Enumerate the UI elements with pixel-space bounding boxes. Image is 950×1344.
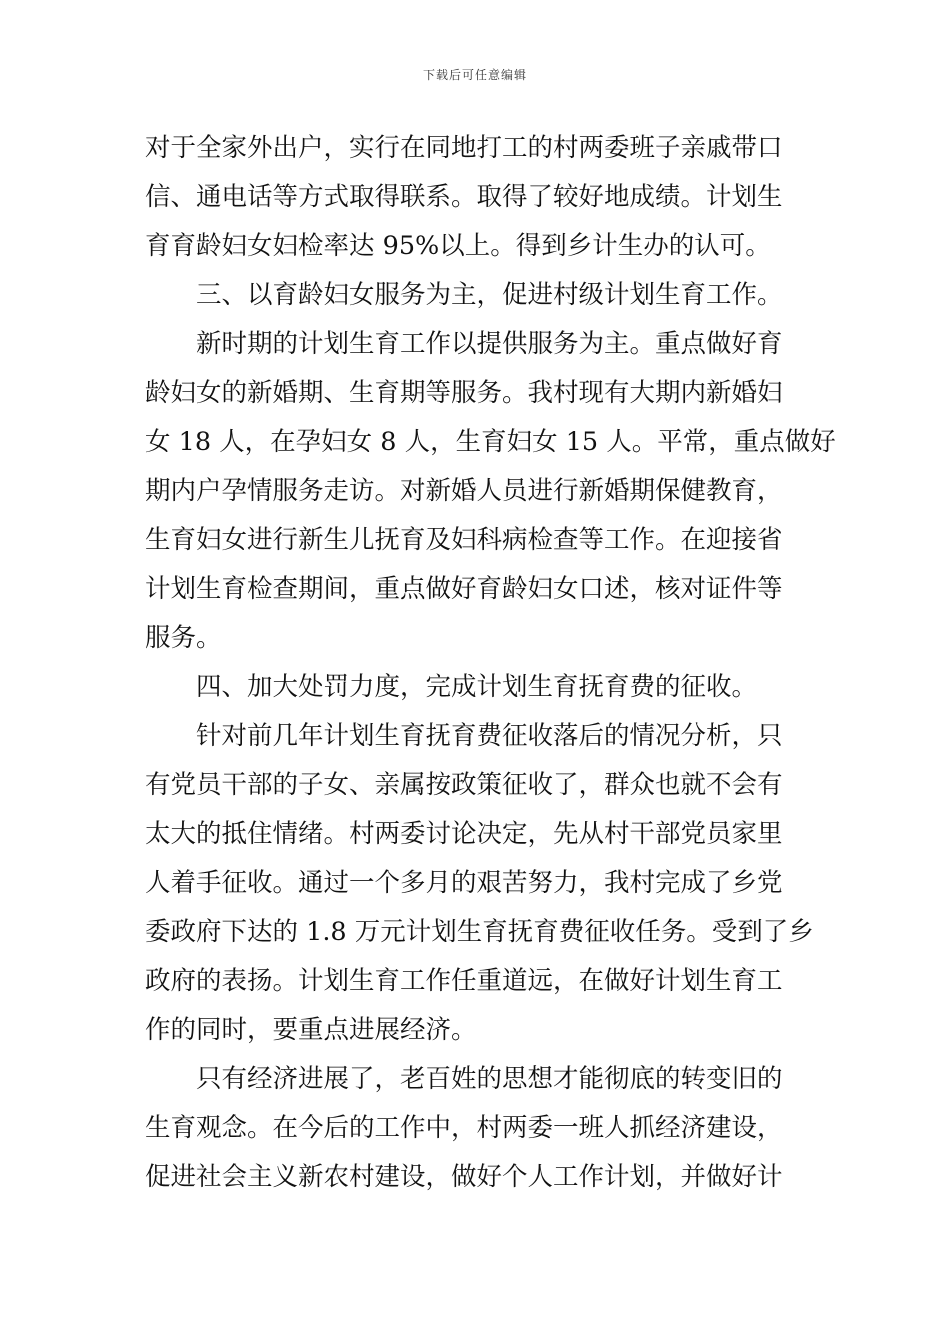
text-line: 作的同时，要重点进展经济。 bbox=[145, 1015, 477, 1045]
text-line: 女 18 人，在孕妇女 8 人，生育妇女 15 人。平常，重点做好 bbox=[145, 427, 836, 457]
text-line: 育育龄妇女妇检率达 95%以上。得到乡计生办的认可。 bbox=[145, 231, 771, 261]
text-line: 生育妇女进行新生儿抚育及妇科病检查等工作。在迎接省 bbox=[145, 525, 783, 555]
text-line: 信、通电话等方式取得联系。取得了较好地成绩。计划生 bbox=[145, 182, 783, 212]
text-line: 只有经济进展了，老百姓的思想才能彻底的转变旧的 bbox=[196, 1064, 783, 1094]
text-line: 龄妇女的新婚期、生育期等服务。我村现有大期内新婚妇 bbox=[145, 378, 783, 408]
text-line: 有党员干部的子女、亲属按政策征收了，群众也就不会有 bbox=[145, 770, 783, 800]
text-line: 委政府下达的 1.8 万元计划生育抚育费征收任务。受到了乡 bbox=[145, 917, 814, 947]
text-line: 三、以育龄妇女服务为主，促进村级计划生育工作。 bbox=[196, 280, 783, 310]
text-line: 促进社会主义新农村建设，做好个人工作计划，并做好计 bbox=[145, 1162, 783, 1192]
page-header: 下载后可任意编辑 bbox=[422, 68, 527, 82]
text-line: 政府的表扬。计划生育工作任重道远，在做好计划生育工 bbox=[145, 966, 783, 996]
text-line: 四、加大处罚力度，完成计划生育抚育费的征收。 bbox=[196, 672, 758, 702]
text-line: 新时期的计划生育工作以提供服务为主。重点做好育 bbox=[196, 329, 783, 359]
text-line: 对于全家外出户，实行在同地打工的村两委班子亲戚带口 bbox=[145, 133, 783, 163]
text-line: 太大的抵住情绪。村两委讨论决定，先从村干部党员家里 bbox=[145, 819, 783, 849]
text-line: 计划生育检查期间，重点做好育龄妇女口述，核对证件等 bbox=[145, 574, 783, 604]
text-line: 针对前几年计划生育抚育费征收落后的情况分析，只 bbox=[196, 721, 783, 751]
text-line: 期内户孕情服务走访。对新婚人员进行新婚期保健教育， bbox=[145, 476, 783, 506]
text-line: 生育观念。在今后的工作中，村两委一班人抓经济建设， bbox=[145, 1113, 783, 1143]
text-line: 人着手征收。通过一个多月的艰苦努力，我村完成了乡党 bbox=[145, 868, 783, 898]
document-body bbox=[145, 124, 836, 1202]
text-line: 服务。 bbox=[145, 623, 222, 653]
